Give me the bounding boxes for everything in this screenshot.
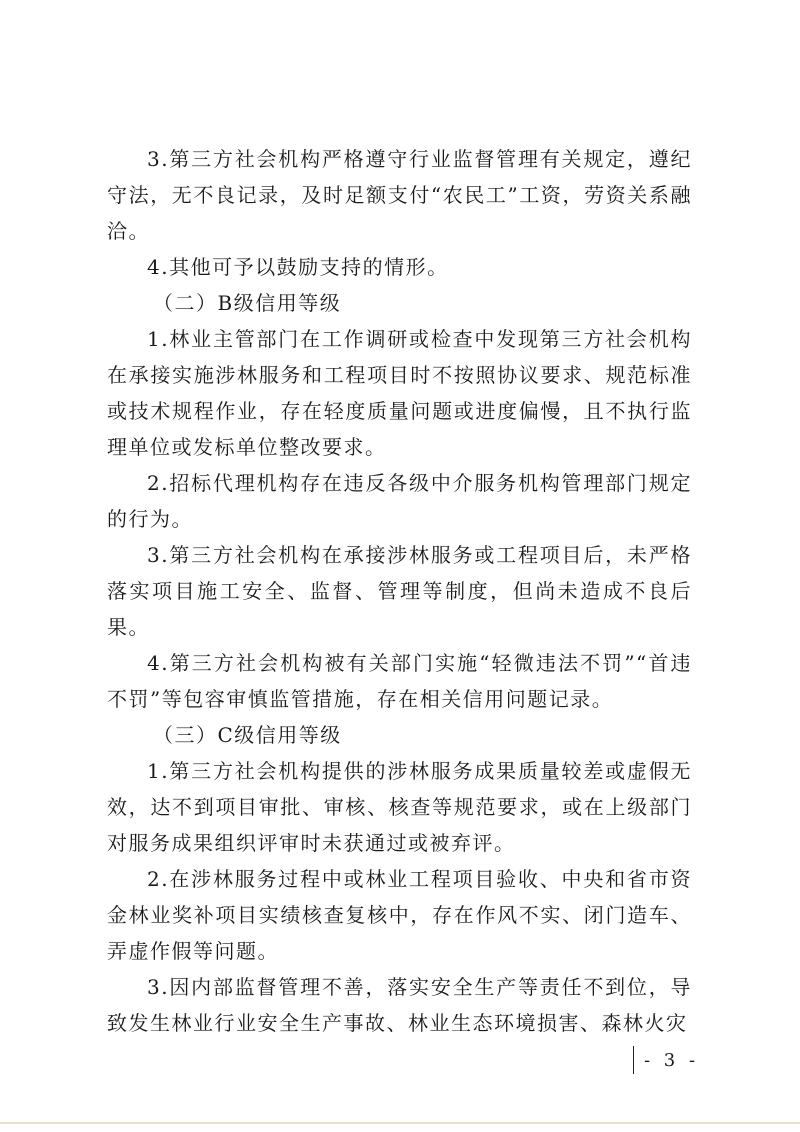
section-heading-b-level: （二）B级信用等级 bbox=[153, 291, 342, 315]
page-bottom-edge bbox=[0, 1122, 800, 1124]
paragraph-b-3: 3.第三方社会机构在承接涉林服务或工程项目后，未严格落实项目施工安全、监督、管理等制度，但尚未造成不良后果。 bbox=[107, 543, 692, 639]
paragraph-c-3: 3.因内部监督管理不善，落实安全生产等责任不到位，导致发生林业行业安全生产事故、林业生态环境损害、森林火灾 bbox=[107, 975, 692, 1035]
section-heading-c-level: （三）C级信用等级 bbox=[153, 723, 342, 747]
paragraph-b-1: 1.林业主管部门在工作调研或检查中发现第三方社会机构在承接实施涉林服务和工程项目时不按照协议要求、规范标准或技术规程作业，存在轻度质量问题或进度偏慢，且不执行监理单位或发标单位整改要求。 bbox=[107, 327, 692, 459]
paragraph-3-1: 3.第三方社会机构严格遵守行业监督管理有关规定，遵纪守法，无不良记录，及时足额支付“农民工”工资，劳资关系融洽。 bbox=[107, 147, 692, 243]
paragraph-b-2: 2.招标代理机构存在违反各级中介服务机构管理部门规定的行为。 bbox=[107, 471, 692, 531]
paragraph-c-1: 1.第三方社会机构提供的涉林服务成果质量较差或虚假无效，达不到项目审批、审核、核查等规范要求，或在上级部门对服务成果组织评审时未获通过或被弃评。 bbox=[107, 759, 692, 855]
footer-divider bbox=[633, 1046, 634, 1074]
paragraph-3-2: 4.其他可予以鼓励支持的情形。 bbox=[147, 255, 449, 279]
paragraph-c-2: 2.在涉林服务过程中或林业工程项目验收、中央和省市资金林业奖补项目实绩核查复核中，存在作风不实、闭门造车、弄虚作假等问题。 bbox=[107, 867, 692, 963]
document-body bbox=[107, 141, 692, 1041]
paragraph-b-4: 4.第三方社会机构被有关部门实施“轻微违法不罚”“首违不罚”等包容审慎监管措施，存在相关信用问题记录。 bbox=[107, 651, 692, 711]
page-footer bbox=[633, 1046, 699, 1074]
page-number: - 3 - bbox=[644, 1049, 700, 1071]
